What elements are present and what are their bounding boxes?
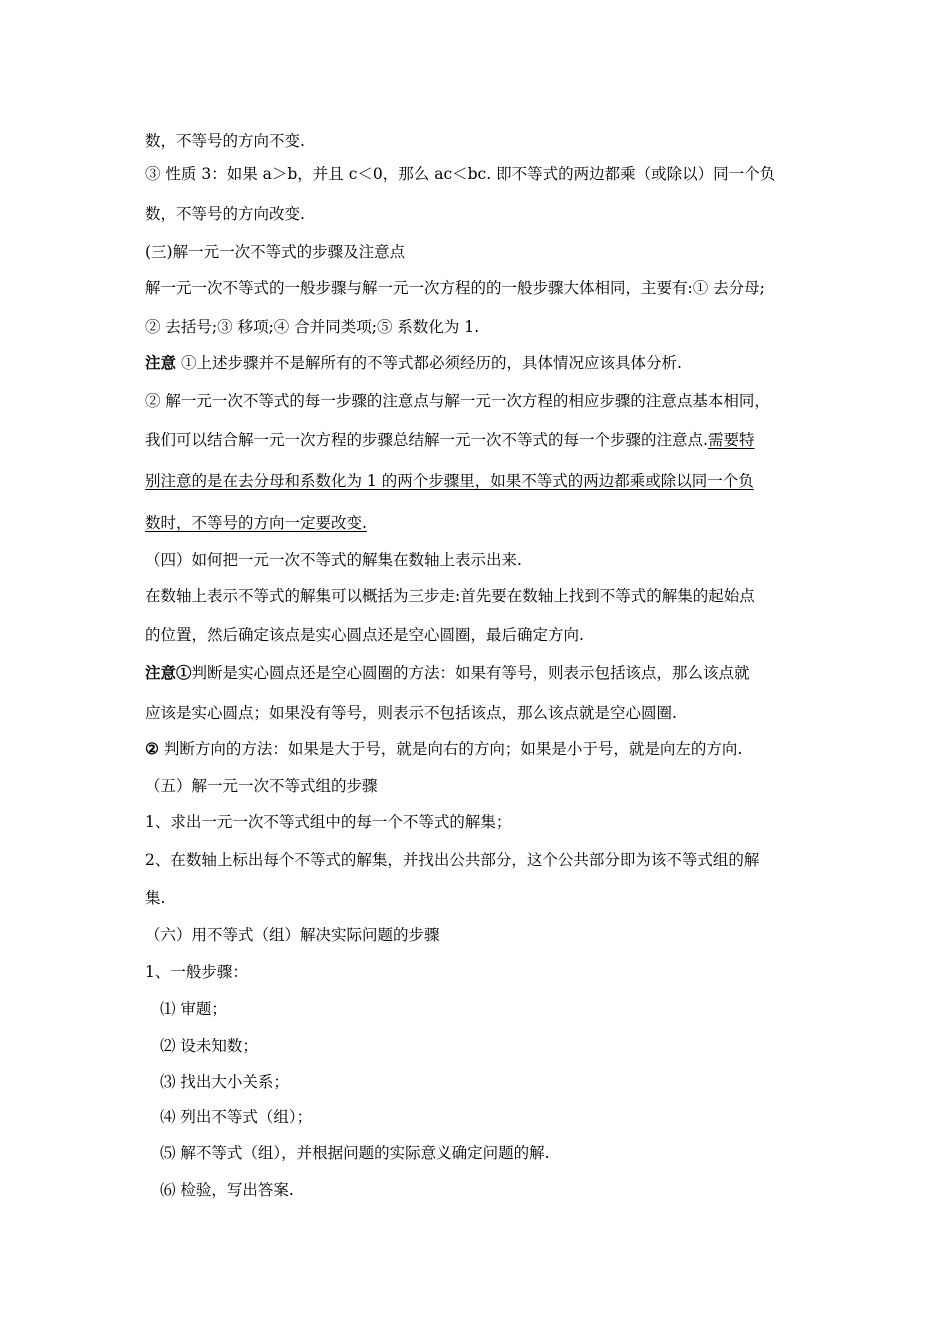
text-line: 解一元一次不等式的一般步骤与解一元一次方程的的一般步骤大体相同，主要有:① 去分母;	[145, 279, 765, 297]
text-line: 数，不等号的方向改变.	[145, 205, 305, 223]
text-line	[145, 429, 825, 451]
note-label: 注意	[145, 353, 177, 372]
text-line: 集.	[145, 889, 166, 907]
text-line: 2、在数轴上标出每个不等式的解集，并找出公共部分，这个公共部分即为该不等式组的解	[145, 851, 760, 869]
list-item: ⑹ 检验，写出答案.	[160, 1181, 294, 1199]
list-item: ⑶ 找出大小关系；	[160, 1073, 289, 1091]
note-text: 判断是实心圆点还是空心圆圈的方法：如果有等号，则表示包括该点，那么该点就	[191, 664, 750, 682]
text-line: 数，不等号的方向不变.	[145, 132, 305, 150]
text-line: ③ 性质 3：如果 a＞b，并且 c＜0，那么 ac＜bc. 即不等式的两边都乘（或除以）同一个负	[145, 165, 776, 183]
note-paragraph	[145, 662, 825, 684]
text-line	[145, 738, 825, 760]
underlined-text: 需要特	[707, 431, 755, 449]
text-line: 的位置，然后确定该点是实心圆点还是空心圆圈，最后确定方向.	[145, 626, 584, 644]
list-item: ⑴ 审题；	[160, 1000, 227, 1018]
text-line: 1、一般步骤：	[145, 963, 248, 981]
section-heading-4: （四）如何把一元一次不等式的解集在数轴上表示出来.	[145, 551, 522, 569]
text-line: ② 解一元一次不等式的每一步骤的注意点与解一元一次方程的相应步骤的注意点基本相同，	[145, 392, 770, 410]
circled-number-2: ②	[145, 739, 159, 758]
text-line: 应该是实心圆点；如果没有等号，则表示不包括该点，那么该点就是空心圆圈.	[145, 704, 677, 722]
section-heading-5: （五）解一元一次不等式组的步骤	[145, 777, 378, 795]
text-line: 在数轴上表示不等式的解集可以概括为三步走:首先要在数轴上找到不等式的解集的起始点	[145, 587, 755, 605]
text-segment: 我们可以结合解一元一次方程的步骤总结解一元一次不等式的每一个步骤的注意点.	[145, 431, 708, 449]
note-label: 注意①	[145, 663, 192, 682]
text-segment: 判断方向的方法：如果是大于号，就是向右的方向；如果是小于号，就是向左的方向.	[163, 740, 743, 758]
section-heading-3: (三)解一元一次不等式的步骤及注意点	[145, 243, 406, 261]
list-item: ⑵ 设未知数；	[160, 1037, 258, 1055]
section-heading-6: （六）用不等式（组）解决实际问题的步骤	[145, 926, 440, 944]
text-line: 1、求出一元一次不等式组中的每一个不等式的解集；	[145, 813, 512, 831]
list-item: ⑸ 解不等式（组），并根据问题的实际意义确定问题的解.	[160, 1144, 550, 1162]
note-paragraph	[145, 352, 825, 374]
underlined-line: 别注意的是在去分母和系数化为 1 的两个步骤里，如果不等式的两边都乘或除以同一个负	[145, 472, 754, 490]
note-text: ①上述步骤并不是解所有的不等式都必须经历的，具体情况应该具体分析.	[180, 354, 682, 372]
text-line: ② 去括号;③ 移项;④ 合并同类项;⑤ 系数化为 1.	[145, 318, 480, 336]
list-item: ⑷ 列出不等式（组）；	[160, 1108, 313, 1126]
underlined-line: 数时，不等号的方向一定要改变.	[145, 514, 367, 532]
